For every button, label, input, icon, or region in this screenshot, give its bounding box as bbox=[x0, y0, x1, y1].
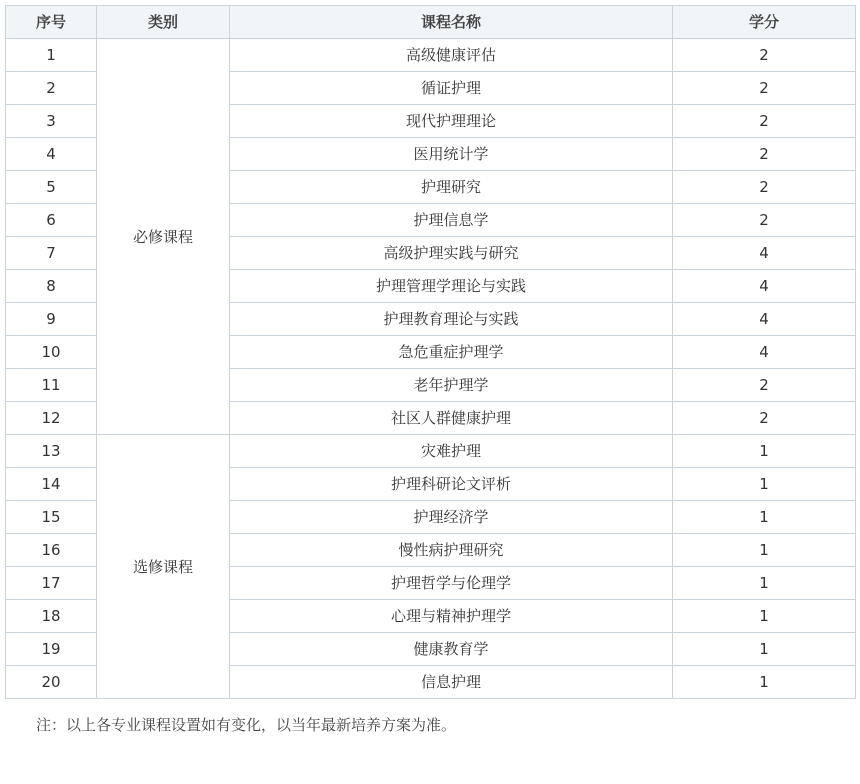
cell-category: 选修课程 bbox=[97, 435, 230, 699]
cell-no: 4 bbox=[6, 138, 97, 171]
cell-credits: 2 bbox=[673, 105, 856, 138]
cell-course-name: 慢性病护理研究 bbox=[230, 534, 673, 567]
cell-credits: 1 bbox=[673, 567, 856, 600]
cell-no: 5 bbox=[6, 171, 97, 204]
cell-course-name: 护理教育理论与实践 bbox=[230, 303, 673, 336]
cell-credits: 4 bbox=[673, 303, 856, 336]
cell-no: 16 bbox=[6, 534, 97, 567]
table-row bbox=[6, 435, 856, 468]
cell-course-name: 高级健康评估 bbox=[230, 39, 673, 72]
cell-credits: 2 bbox=[673, 402, 856, 435]
cell-no: 6 bbox=[6, 204, 97, 237]
cell-credits: 1 bbox=[673, 501, 856, 534]
cell-no: 19 bbox=[6, 633, 97, 666]
header-no: 序号 bbox=[6, 6, 97, 39]
cell-credits: 4 bbox=[673, 270, 856, 303]
cell-no: 9 bbox=[6, 303, 97, 336]
cell-credits: 1 bbox=[673, 534, 856, 567]
cell-course-name: 循证护理 bbox=[230, 72, 673, 105]
cell-no: 18 bbox=[6, 600, 97, 633]
cell-no: 14 bbox=[6, 468, 97, 501]
cell-course-name: 心理与精神护理学 bbox=[230, 600, 673, 633]
cell-credits: 2 bbox=[673, 72, 856, 105]
table-body bbox=[6, 39, 856, 699]
cell-credits: 1 bbox=[673, 468, 856, 501]
cell-credits: 2 bbox=[673, 204, 856, 237]
cell-credits: 2 bbox=[673, 369, 856, 402]
cell-category: 必修课程 bbox=[97, 39, 230, 435]
cell-course-name: 社区人群健康护理 bbox=[230, 402, 673, 435]
cell-course-name: 健康教育学 bbox=[230, 633, 673, 666]
cell-no: 13 bbox=[6, 435, 97, 468]
header-course-name: 课程名称 bbox=[230, 6, 673, 39]
cell-course-name: 护理科研论文评析 bbox=[230, 468, 673, 501]
cell-credits: 1 bbox=[673, 435, 856, 468]
cell-course-name: 医用统计学 bbox=[230, 138, 673, 171]
cell-no: 12 bbox=[6, 402, 97, 435]
cell-no: 7 bbox=[6, 237, 97, 270]
cell-course-name: 护理研究 bbox=[230, 171, 673, 204]
header-category: 类别 bbox=[97, 6, 230, 39]
cell-course-name: 老年护理学 bbox=[230, 369, 673, 402]
cell-course-name: 护理哲学与伦理学 bbox=[230, 567, 673, 600]
cell-no: 15 bbox=[6, 501, 97, 534]
cell-no: 20 bbox=[6, 666, 97, 699]
cell-course-name: 护理经济学 bbox=[230, 501, 673, 534]
cell-credits: 4 bbox=[673, 237, 856, 270]
cell-credits: 4 bbox=[673, 336, 856, 369]
footnote: 注：以上各专业课程设置如有变化，以当年最新培养方案为准。 bbox=[36, 716, 457, 734]
cell-credits: 1 bbox=[673, 600, 856, 633]
cell-course-name: 灾难护理 bbox=[230, 435, 673, 468]
cell-credits: 1 bbox=[673, 633, 856, 666]
cell-credits: 2 bbox=[673, 171, 856, 204]
cell-no: 1 bbox=[6, 39, 97, 72]
cell-course-name: 护理管理学理论与实践 bbox=[230, 270, 673, 303]
cell-credits: 2 bbox=[673, 138, 856, 171]
cell-course-name: 急危重症护理学 bbox=[230, 336, 673, 369]
header-row bbox=[6, 6, 856, 39]
cell-no: 17 bbox=[6, 567, 97, 600]
cell-no: 8 bbox=[6, 270, 97, 303]
cell-course-name: 信息护理 bbox=[230, 666, 673, 699]
cell-credits: 1 bbox=[673, 666, 856, 699]
cell-no: 2 bbox=[6, 72, 97, 105]
cell-no: 3 bbox=[6, 105, 97, 138]
cell-course-name: 护理信息学 bbox=[230, 204, 673, 237]
cell-no: 11 bbox=[6, 369, 97, 402]
cell-course-name: 高级护理实践与研究 bbox=[230, 237, 673, 270]
header-credits: 学分 bbox=[673, 6, 856, 39]
table-row bbox=[6, 39, 856, 72]
course-table bbox=[5, 5, 856, 699]
cell-no: 10 bbox=[6, 336, 97, 369]
table-header bbox=[6, 6, 856, 39]
cell-credits: 2 bbox=[673, 39, 856, 72]
cell-course-name: 现代护理理论 bbox=[230, 105, 673, 138]
